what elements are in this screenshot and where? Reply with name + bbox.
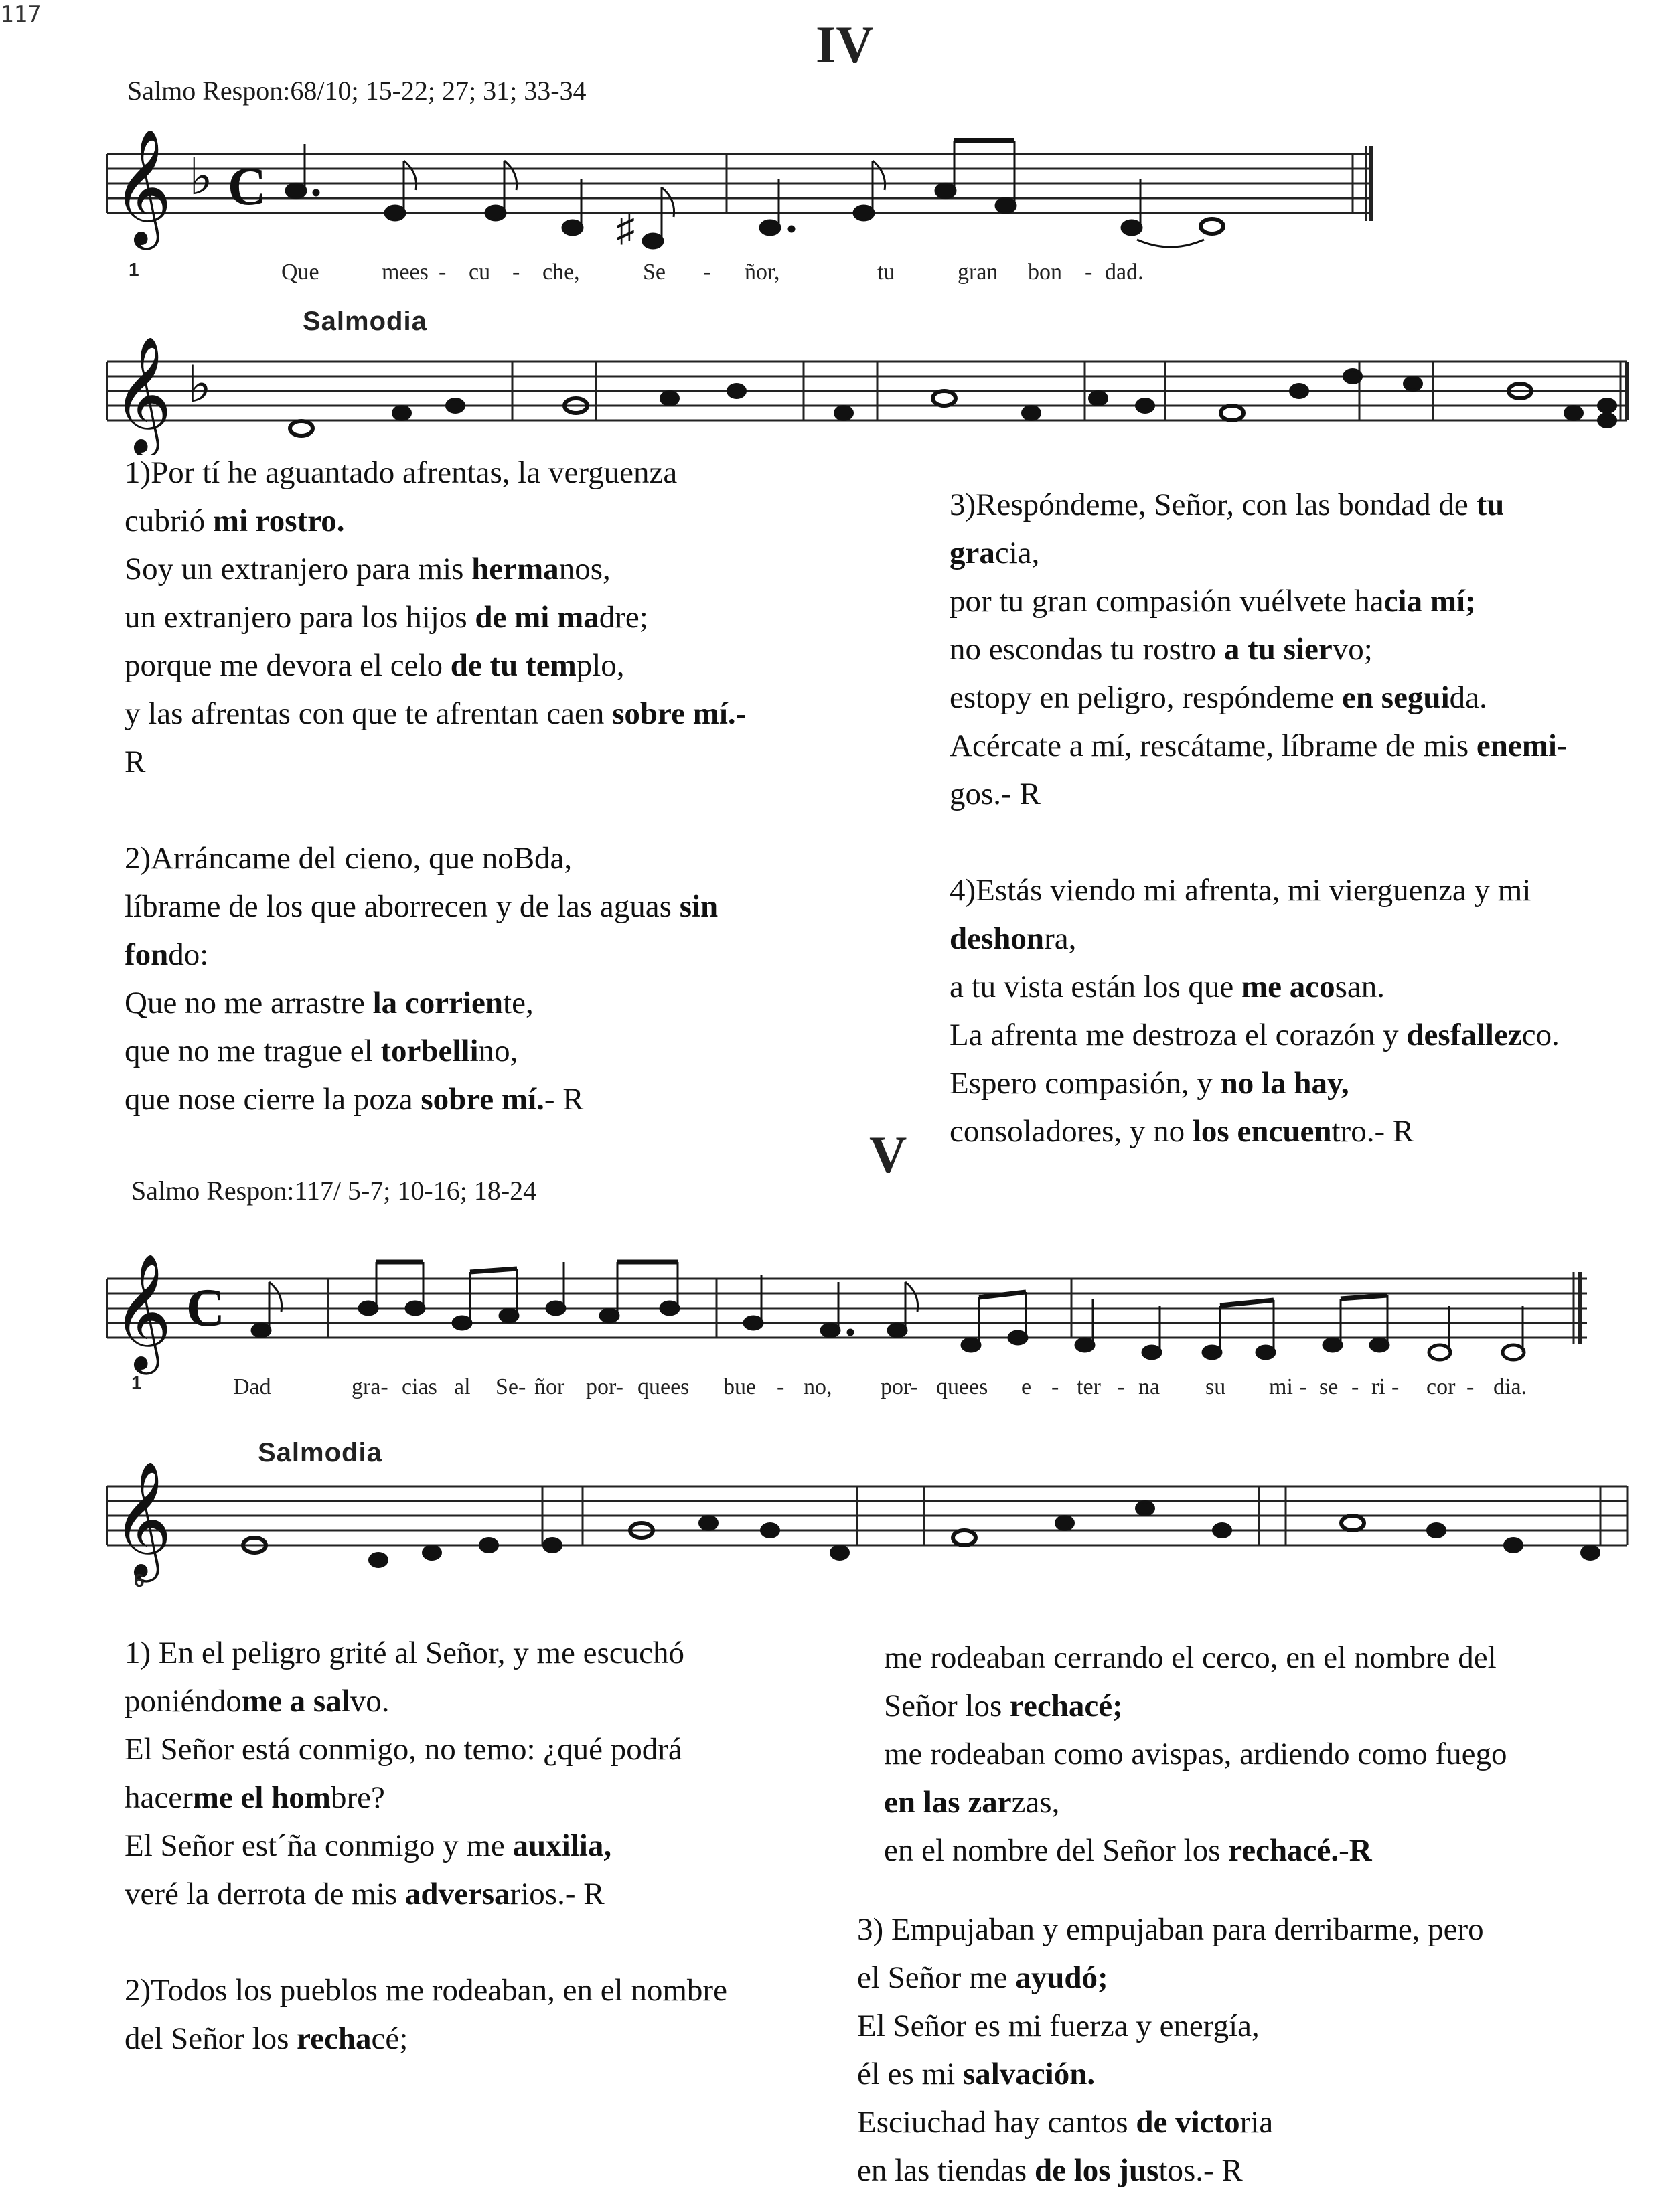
verse-bold-text: rechacé.-R (1228, 1833, 1372, 1868)
verse-line (125, 979, 746, 1027)
verse-bold-text: en segui (1342, 680, 1450, 715)
verse-line (857, 1905, 1484, 1954)
verse-line (125, 1966, 727, 2014)
verse-line (950, 1059, 1568, 1107)
lyric-syllable: - (1085, 260, 1093, 285)
verse-text: plo, (576, 648, 625, 683)
verse-text: co. (1521, 1018, 1560, 1052)
verse-bold-text: los encuen (1192, 1114, 1332, 1149)
lyric-syllable: gra- (352, 1374, 388, 1399)
verse-line (125, 882, 746, 931)
verse-bold-text: de mi ma (475, 600, 599, 635)
verse-line (950, 722, 1568, 770)
verse-bold-text: enemi (1476, 728, 1557, 763)
lyric-syllable: cias (402, 1374, 437, 1399)
lyric-syllable: - (1391, 1374, 1400, 1399)
verse-bold-text: me aco (1241, 969, 1335, 1004)
treble-clef-icon: 𝄞 (112, 132, 172, 243)
section-iv-salmo-reference: Salmo Respon:68/10; 15-22; 27; 31; 33-34 (127, 76, 587, 106)
verse-bold-text: adversa (404, 1877, 510, 1911)
verse-text: dre; (599, 600, 648, 635)
lyric-syllable: - (777, 1374, 785, 1399)
verse-text: 2)Todos los pueblos me rodeaban, en el nombre (125, 1973, 727, 2008)
verse-text: cé; (371, 2021, 408, 2056)
verse-line (125, 834, 746, 882)
verse-text: estopy en peligro, respóndeme (950, 680, 1343, 715)
verse-bold-text: mi rostro. (212, 503, 345, 538)
verse-text: ria (1239, 2105, 1274, 2140)
verse-text: hacer (125, 1780, 193, 1815)
verse-text: él es mi (857, 2057, 963, 2091)
verse-line (125, 545, 746, 593)
verse-text: porque me devora el celo (125, 648, 451, 683)
section-iv-verses-right (950, 481, 1568, 1156)
section-iv-numeral: IV (816, 15, 874, 74)
lyric-syllable: - (1466, 1374, 1475, 1399)
verse-line (125, 931, 746, 979)
lyric-syllable: bon (1028, 260, 1062, 285)
verse-line (884, 1682, 1507, 1730)
verse-line (125, 1773, 727, 1822)
verse-text: Acércate a mí, rescátame, líbrame de mis (950, 728, 1477, 763)
flat-icon: ♭ (187, 357, 212, 413)
verse-text: vo; (1332, 632, 1373, 667)
treble-clef-icon: 𝄞 (112, 339, 172, 451)
staff-v-salmodia (100, 1453, 1641, 1587)
lyric-syllable: na (1138, 1374, 1160, 1399)
section-v-verses-right-a (884, 1634, 1507, 1875)
verse-line (125, 786, 746, 834)
verse-line (884, 1826, 1507, 1875)
lyric-syllable: no, (804, 1374, 832, 1399)
verse-line (125, 738, 746, 786)
verse-text: 2)Arráncame del cieno, que noBda, (125, 841, 573, 876)
lyric-syllable: - (439, 260, 447, 285)
lyric-syllable: dad. (1105, 260, 1144, 285)
verse-text: bre? (330, 1780, 385, 1815)
verse-bold-text: de los jus (1034, 2153, 1159, 2188)
lyric-syllable: Se (643, 260, 666, 285)
verse-text: - (1556, 728, 1568, 763)
verse-text: veré la derrota de mis (125, 1877, 405, 1911)
lyric-syllable: - (703, 260, 711, 285)
verse-line (857, 1954, 1484, 2002)
verse-line (125, 1822, 727, 1870)
verse-line (884, 1778, 1507, 1826)
lyric-syllable: por- (881, 1374, 918, 1399)
lyric-syllable: che, (542, 260, 580, 285)
section-v-verses-left (125, 1629, 727, 2063)
verse-text: el Señor me (857, 1960, 1016, 1995)
verse-text: 1) En el peligro grité al Señor, y me escuchó (125, 1636, 685, 1670)
verse-text: R (125, 744, 146, 779)
verse-line (125, 1027, 746, 1075)
verse-bold-text: fon (125, 937, 169, 972)
lyric-syllable: su (1205, 1374, 1226, 1399)
verse-text: 3) Empujaban y empujaban para derribarme, pero (857, 1912, 1484, 1947)
verse-text: zas, (1011, 1785, 1060, 1820)
verse-bold-text: de victo (1136, 2105, 1240, 2140)
verse-line (950, 577, 1568, 625)
verse-text: ra, (1044, 921, 1077, 956)
verse-text: rios.- R (510, 1877, 605, 1911)
verse-line (125, 1725, 727, 1773)
verse-bold-text: no la hay, (1220, 1066, 1349, 1101)
verse-text: que no me trague el (125, 1034, 381, 1069)
lyric-syllable: - (1351, 1374, 1359, 1399)
verse-text: cubrió (125, 503, 213, 538)
verse-text: da. (1449, 680, 1487, 715)
salmodia-iv-label: Salmodia (303, 307, 427, 336)
lyric-syllable: e (1021, 1374, 1032, 1399)
verse-bold-text: sobre mí.- (612, 696, 747, 731)
lyric-syllable: dia. (1493, 1374, 1527, 1399)
verse-line (125, 1677, 727, 1725)
lyric-syllable: se (1319, 1374, 1339, 1399)
verse-text: El Señor está conmigo, no temo: ¿qué podrá (125, 1732, 682, 1767)
verse-line (125, 690, 746, 738)
verse-bold-text: tu (1476, 487, 1505, 522)
page-number: 117 (0, 1, 42, 28)
verse-bold-text: sobre mí. (421, 1082, 544, 1117)
verse-line (950, 866, 1568, 915)
treble-clef-icon: 𝄞 (112, 1464, 172, 1575)
lyric-syllable: al (454, 1374, 471, 1399)
lyric-syllable: Que (281, 260, 319, 285)
lyric-syllable: bue (723, 1374, 757, 1399)
verse-text: Señor los (884, 1688, 1010, 1723)
lyric-syllable: mi (1269, 1374, 1293, 1399)
verse-line (950, 818, 1568, 866)
verse-text: tro.- R (1331, 1114, 1414, 1149)
verse-text: me rodeaban como avispas, ardiendo como fuego (884, 1737, 1507, 1771)
verse-text: cia, (994, 536, 1040, 570)
verse-line (125, 1870, 727, 1918)
verse-text: vo. (350, 1684, 390, 1719)
verse-line (125, 2014, 727, 2063)
verse-line (125, 1629, 727, 1677)
lyric-syllable: quees (936, 1374, 988, 1399)
verse-line (125, 1075, 746, 1123)
lyric-syllable: - (512, 260, 520, 285)
lyric-syllable: ñor (534, 1374, 565, 1399)
flat-icon: ♭ (189, 149, 213, 206)
verse-text: un extranjero para los hijos (125, 600, 475, 635)
verse-text: no escondas tu rostro (950, 632, 1224, 667)
lyric-syllable: cu (469, 260, 491, 285)
verse-line (950, 1107, 1568, 1156)
verse-text: en el nombre del Señor los (884, 1833, 1229, 1868)
common-time-icon: C (228, 157, 267, 216)
lyric-syllable: Dad (233, 1374, 271, 1399)
verse-text: El Señor est´ña conmigo y me (125, 1828, 513, 1863)
verse-line (884, 1634, 1507, 1682)
verse-line (125, 593, 746, 641)
verse-bold-text: me el hom (192, 1780, 331, 1815)
verse-bold-text: me a sal (241, 1684, 350, 1719)
lyric-syllable: quees (637, 1374, 690, 1399)
verse-bold-text: ayudó; (1015, 1960, 1108, 1995)
verse-bold-text: herma (471, 552, 559, 586)
verse-line (125, 641, 746, 690)
verse-line (950, 481, 1568, 529)
lyric-syllable: gran (958, 260, 998, 285)
section-v-verses-right-b (857, 1905, 1484, 2195)
verse-line (950, 915, 1568, 963)
verse-bold-text: deshon (950, 921, 1045, 956)
common-time-icon: C (186, 1279, 225, 1338)
verse-text: y las afrentas con que te afrentan caen (125, 696, 613, 731)
verse-line (950, 770, 1568, 818)
verse-text: líbrame de los que aborrecen y de las aguas (125, 889, 680, 924)
antiphon-iv-number: 1 (129, 259, 139, 280)
verse-text: que nose cierre la poza (125, 1082, 421, 1117)
lyric-syllable: ri (1371, 1374, 1385, 1399)
verse-bold-text: auxilia, (512, 1828, 612, 1863)
verse-text: 1)Por tí he aguantado afrentas, la verguenza (125, 455, 678, 490)
svg-text:♯: ♯ (616, 208, 635, 250)
lyric-syllable: ñor, (745, 260, 780, 285)
verse-bold-text: de tu tem (450, 648, 577, 683)
verse-text: san. (1335, 969, 1385, 1004)
verse-text: nos, (558, 552, 611, 586)
verse-line (857, 2050, 1484, 2098)
verse-text: - R (544, 1082, 584, 1117)
verse-line (125, 497, 746, 545)
verse-line (950, 625, 1568, 674)
lyric-syllable: cor (1426, 1374, 1456, 1399)
verse-text: Que no me arrastre (125, 985, 373, 1020)
verse-text: me rodeaban cerrando el cerco, en el nombre del (884, 1640, 1497, 1675)
verse-line (950, 963, 1568, 1011)
verse-text: Esciuchad hay cantos (857, 2105, 1136, 2140)
verse-text: 4)Estás viendo mi afrenta, mi vierguenza y mi (950, 873, 1531, 908)
antiphon-v-number: 1 (131, 1372, 142, 1393)
verse-bold-text: a tu sier (1223, 632, 1333, 667)
verse-line (857, 2098, 1484, 2146)
lyric-syllable: por- (586, 1374, 623, 1399)
verse-text: 3)Respóndeme, Señor, con las bondad de (950, 487, 1477, 522)
verse-bold-text: rechacé; (1010, 1688, 1123, 1723)
verse-line (950, 1011, 1568, 1059)
salmodia-v-number: 6 (134, 1570, 145, 1591)
verse-line (125, 1918, 727, 1966)
verse-text: poniéndo (125, 1684, 242, 1719)
verse-bold-text: en las zar (884, 1785, 1012, 1820)
antiphon-v-lyrics (100, 1366, 1641, 1406)
verse-line (950, 529, 1568, 577)
verse-bold-text: sin (679, 889, 719, 924)
lyric-syllable: tu (877, 260, 895, 285)
verse-text: del Señor los (125, 2021, 297, 2056)
section-iv-verses-left (125, 449, 746, 1123)
section-v-numeral: V (869, 1125, 907, 1184)
verse-text: en las tiendas (857, 2153, 1035, 2188)
verse-text: te, (503, 985, 534, 1020)
verse-text: a tu vista están los que (950, 969, 1241, 1004)
verse-bold-text: la corrien (372, 985, 504, 1020)
staff-iv-salmodia (100, 321, 1641, 455)
verse-text: por tu gran compasión vuélvete ha (950, 584, 1384, 619)
verse-text: consoladores, y no (950, 1114, 1193, 1149)
verse-text: do: (168, 937, 209, 972)
verse-bold-text: recha (297, 2021, 372, 2056)
verse-text: no, (478, 1034, 518, 1069)
verse-line (857, 2002, 1484, 2050)
verse-line (125, 449, 746, 497)
verse-text: Espero compasión, y (950, 1066, 1221, 1101)
verse-bold-text: cia mí; (1383, 584, 1476, 619)
verse-bold-text: salvación. (962, 2057, 1096, 2091)
verse-line (857, 2146, 1484, 2195)
verse-text: gos.- R (950, 777, 1041, 811)
verse-bold-text: torbelli (380, 1034, 479, 1069)
verse-bold-text: gra (950, 536, 995, 570)
verse-text: La afrenta me destroza el corazón y (950, 1018, 1407, 1052)
lyric-syllable: - (1299, 1374, 1307, 1399)
lyric-syllable: ter (1077, 1374, 1101, 1399)
section-v-salmo-reference: Salmo Respon:117/ 5-7; 10-16; 18-24 (131, 1176, 537, 1206)
lyric-syllable: - (1051, 1374, 1059, 1399)
verse-text: Soy un extranjero para mis (125, 552, 472, 586)
lyric-syllable: Se- (496, 1374, 526, 1399)
salmodia-v-label: Salmodia (258, 1438, 382, 1468)
verse-text: El Señor es mi fuerza y energía, (857, 2008, 1260, 2043)
verse-line (884, 1730, 1507, 1778)
antiphon-iv-lyrics (100, 251, 1373, 291)
lyric-syllable: mees (382, 260, 429, 285)
lyric-syllable: - (1117, 1374, 1125, 1399)
verse-bold-text: desfallez (1406, 1018, 1522, 1052)
verse-line (950, 674, 1568, 722)
verse-text: tos.- R (1158, 2153, 1243, 2188)
treble-clef-icon: 𝄞 (112, 1257, 172, 1368)
